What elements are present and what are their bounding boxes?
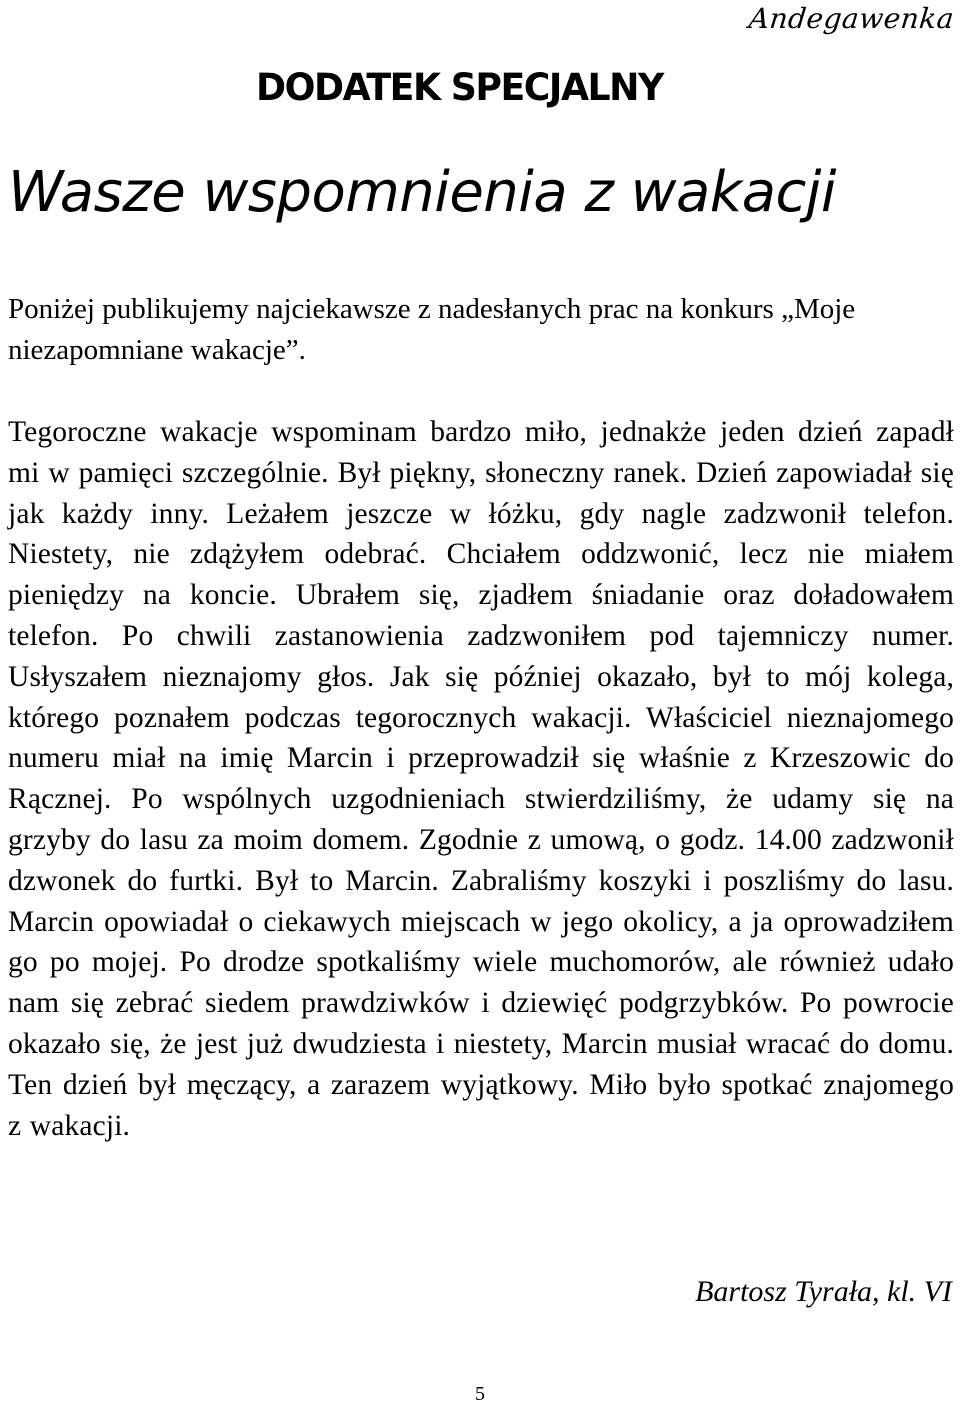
story-paragraph: Tegoroczne wakacje wspominam bardzo miło, jednakże jeden dzień zapadł mi w pamięci szczególnie. Był piękny, słoneczny ranek. Dzień zapowiadał się jak każdy inny. Leżałem jeszcze w łóżku, gdy nagle zadzwonił telefon. Niestety, nie zdążyłem odebrać. Chciałem oddzwonić, lecz nie miałem pieniędzy na koncie. Ubrałem się, zjadłem śniadanie oraz doładowałem telefon. Po chwili zastanowienia zadzwoniłem pod tajemniczy numer. Usłyszałem nieznajomy głos. Jak się później okazało, był to mój kolega, którego poznałem podczas tegorocznych wakacji. Właściciel nieznajomego numeru miał na imię Marcin i przeprowadził się właśnie z Krzeszowic do Rącznej. Po wspólnych uzgodnieniach stwierdziliśmy, że udamy się na grzyby do lasu za moim domem. Zgodnie z umową, o godz. 14.00 zadzwonił dzwonek do furtki. Był to Marcin. Zabraliśmy koszyki i poszliśmy do lasu. Marcin opowiadał o ciekawych miejscach w jego okolicy, a ja oprowadziłem go po mojej. Po drodze spotkaliśmy wiele muchomorów, ale również udało nam się zebrać siedem prawdziwków i dziewięć podgrzybków. Po powrocie okazało się, że jest już dwudziesta i niestety, Marcin musiał wracać do domu. Ten dzień był męczący, a zarazem wyjątkowy. Miło było spotkać znajomego z wakacji.: [8, 416, 954, 1142]
masthead-logo: Andegawenka: [747, 2, 956, 35]
author-signature: Bartosz Tyrała, kl. VI: [695, 1275, 952, 1308]
intro-paragraph: Poniżej publikujemy najciekawsze z nadesłanych prac na konkurs „Moje niezapomniane wakacje”.: [8, 293, 856, 366]
page-number: 5: [475, 1383, 485, 1405]
section-heading: DODATEK SPECJALNY: [256, 66, 663, 109]
page-title: Wasze wspomnienia z wakacji: [8, 160, 836, 225]
